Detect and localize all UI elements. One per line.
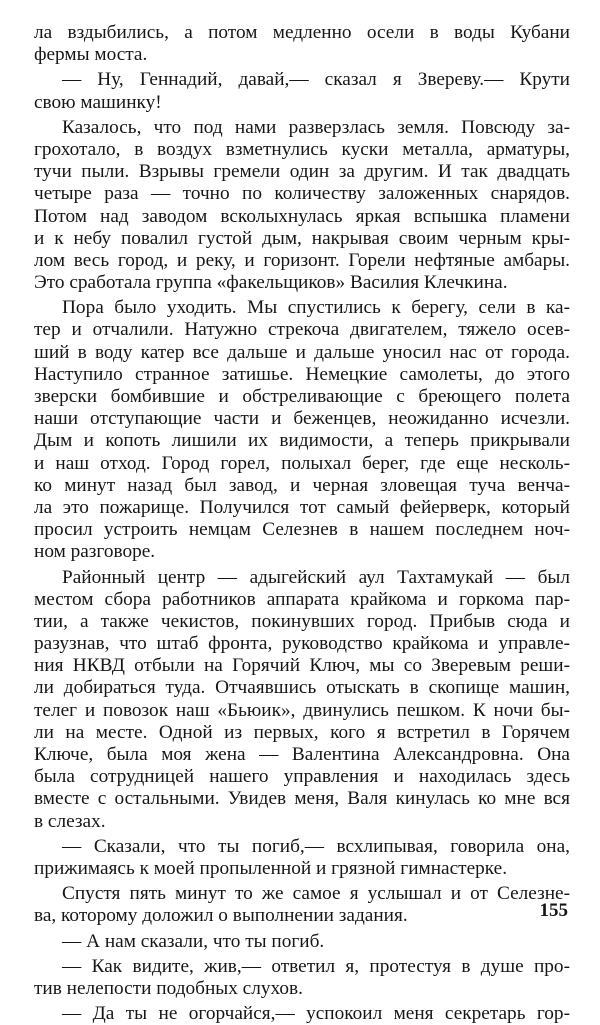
text-line: лом весь город, и реку, и горизонт. Горели нефтяные амбары. bbox=[34, 249, 570, 271]
text-line: — Как видите, жив,— ответил я, протестуя в душе про- bbox=[62, 955, 570, 977]
text-line: ко минут назад был завод, и черная зловещая туча венча- bbox=[34, 474, 570, 496]
text-line: ла вздыбились, а потом медленно осели в воды Кубани bbox=[34, 22, 570, 43]
text-line: ший в воду катер все дальше и дальше уносил нас от города. bbox=[34, 341, 570, 363]
text-line: в слезах. bbox=[34, 810, 106, 832]
text-line: тии, а также чекистов, покинувших город. Прибыв сюда и bbox=[34, 610, 570, 632]
text-line: — А нам сказали, что ты погиб. bbox=[62, 930, 325, 952]
text-line: — Ну, Геннадий, давай,— сказал я Звереву.— Крути bbox=[62, 69, 570, 91]
text-line: и наш отход. Город горел, полыхал берег, где еще несколь- bbox=[34, 452, 570, 474]
text-line: Дым и копоть лишили их видимости, а теперь прикрывали bbox=[34, 430, 570, 452]
text-line: свою машинку! bbox=[34, 91, 162, 113]
text-line: и к небу повалил густой дым, накрывая своим черным кры- bbox=[34, 227, 570, 249]
text-line: ли на месте. Одной из первых, кого я встретил в Горячем bbox=[34, 721, 570, 743]
text-line: Наступило странное затишье. Немецкие самолеты, до этого bbox=[34, 363, 570, 385]
page-number: 155 bbox=[539, 900, 568, 921]
text-line: ния НКВД отбыли на Горячий Ключ, мы со Зверевым реши- bbox=[34, 655, 570, 677]
text-line: Ключе, была моя жена — Валентина Александровна. Она bbox=[34, 744, 570, 765]
text-line: прижимаясь к моей пропыленной и грязной гимнастерке. bbox=[34, 857, 508, 879]
text-line: телег и повозок наш «Бьюик», двинулись пешком. К ночи бы- bbox=[34, 699, 570, 721]
text-line: Пора было уходить. Мы спустились к берегу, сели в ка- bbox=[62, 297, 570, 319]
text-line: Казалось, что под нами разверзлась земля. Повсюду за- bbox=[62, 116, 570, 138]
text-line: ва, которому доложил о выполнении задания. bbox=[34, 905, 408, 927]
text-line: вместе с остальными. Увидев меня, Валя кинулась ко мне вся bbox=[34, 788, 570, 810]
text-line: разузнав, что штаб фронта, руководство крайкома и управле- bbox=[34, 633, 570, 655]
text-line: Потом над заводом всколыхнулась яркая вспышка пламени bbox=[34, 205, 570, 227]
text-line: тер и отчалили. Натужно стрекоча двигателем, тяжело осев- bbox=[34, 319, 570, 341]
text-line: ном разговоре. bbox=[34, 541, 156, 563]
text-line: — Да ты не огорчайся,— успокоил меня секретарь гор- bbox=[62, 1003, 570, 1025]
text-line: наши отступающие части и беженцев, неожиданно исчезли. bbox=[34, 408, 570, 430]
text-line: ли добираться туда. Отчаявшись отыскать в скопище машин, bbox=[34, 677, 570, 699]
text-line: грохотало, в воздух взметнулись куски металла, арматуры, bbox=[34, 138, 570, 160]
text-line: четыре раза — точно по количеству заложенных снарядов. bbox=[34, 183, 570, 205]
text-line: тучи пыли. Взрывы гремели один за другим. И так двадцать bbox=[34, 161, 570, 183]
text-line: Это сработала группа «факельщиков» Василия Клечкина. bbox=[34, 272, 508, 294]
text-line: просил устроить немцам Селезнев в нашем последнем ноч- bbox=[34, 519, 570, 541]
text-line: зверски бомбившие и обстреливающие с бреющего полета bbox=[34, 386, 570, 407]
text-line: Спустя пять минут то же самое я услышал и от Селезне- bbox=[62, 883, 570, 905]
text-line: фермы моста. bbox=[34, 44, 148, 66]
text-line: была сотрудницей нашего управления и находилась здесь bbox=[34, 766, 570, 788]
text-line: тив нелепости подобных слухов. bbox=[34, 977, 303, 999]
book-page-body bbox=[34, 22, 570, 1025]
text-line: ла это пожарище. Получился тот самый фейерверк, который bbox=[34, 496, 570, 518]
text-line: — Сказали, что ты погиб,— всхлипывая, говорила она, bbox=[62, 835, 570, 857]
text-line: Районный центр — адыгейский аул Тахтамукай — был bbox=[62, 566, 570, 588]
text-line: местом сбора работников аппарата крайкома и горкома пар- bbox=[34, 588, 570, 610]
